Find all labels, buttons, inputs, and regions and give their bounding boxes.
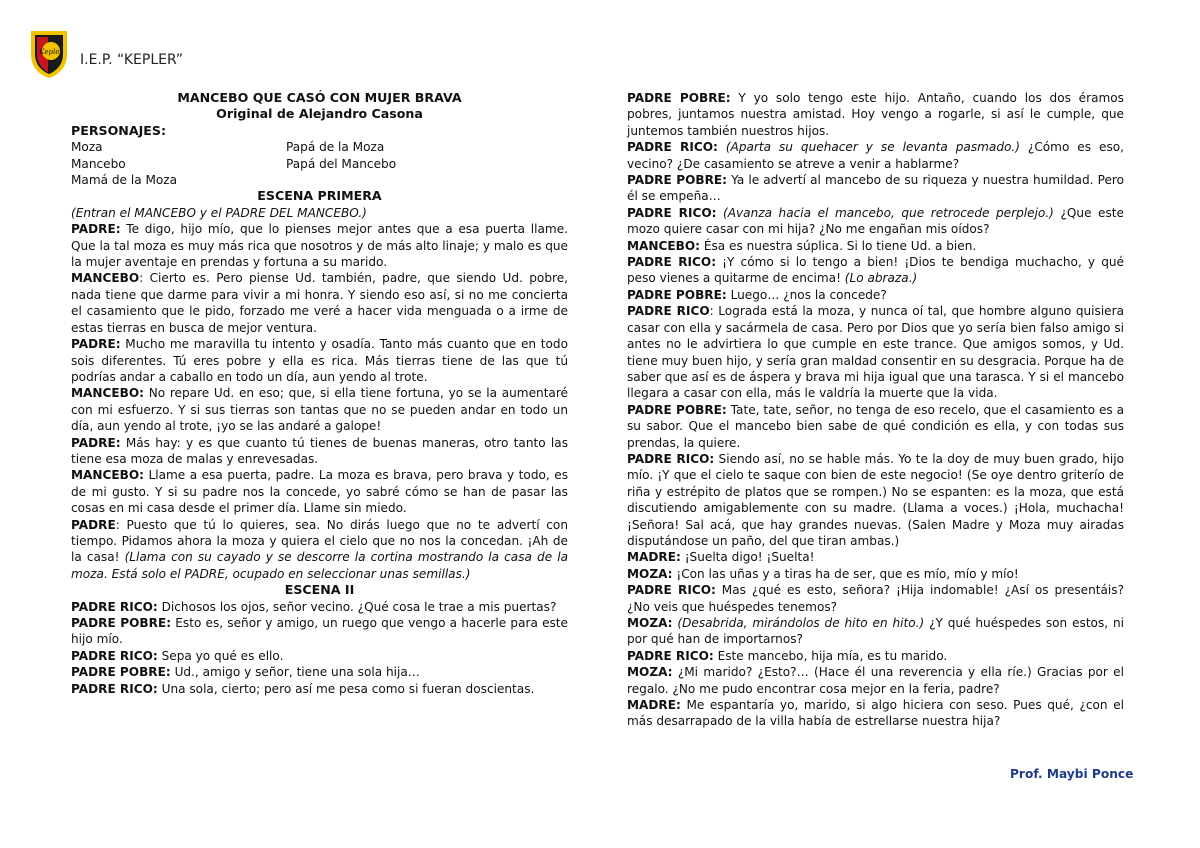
cast-item: Mancebo [71, 156, 126, 171]
dialogue-line [71, 221, 568, 270]
dialogue-text: Este mancebo, hija mía, es tu marido. [713, 648, 948, 663]
personajes-heading: PERSONAJES: [71, 122, 166, 138]
speaker-name: MANCEBO: [627, 238, 700, 253]
speaker-name: PADRE RICO: [627, 583, 716, 598]
speaker-name: PADRE: [71, 435, 121, 450]
cast-item: Mamá de la Moza [71, 173, 178, 188]
cast-list [71, 139, 568, 188]
dialogue-line [627, 139, 1124, 172]
speaker-name: MOZA: [627, 616, 673, 630]
speaker-name: MANCEBO [71, 271, 140, 286]
right-dialogue [627, 90, 1124, 730]
dialogue-text: ¡Con las uñas y a tiras ha de ser, que es mío, mío y mío! [672, 566, 1019, 581]
speaker-name: PADRE RICO: [71, 599, 158, 614]
dialogue-text: Dichosos los ojos, señor vecino. ¿Qué cosa le trae a mis puertas? [157, 599, 557, 614]
dialogue-text: Más hay: y es que cuanto tú tienes de buenas maneras, otro tanto las tiene esa moza de malas y enrevesadas. [71, 435, 568, 466]
school-logo-icon [27, 28, 71, 80]
dialogue-text: ¿Mi marido? ¿Esto?… (Hace él una reverencia y ella ríe.) Gracias por el regalo. ¿No me pudo encontrar cosa mejor en la feria, padre? [627, 665, 1124, 696]
dialogue-text: Luego… ¿nos la concede? [726, 287, 887, 302]
cast-item: Moza [71, 140, 103, 155]
dialogue-text: Tate, tate, señor, no tenga de eso recelo, que el casamiento es a su sabor. Que el mancebo bien sabe de qué condición es ella, y con todas sus prendas, la quiere. [627, 402, 1124, 450]
speaker-name: PADRE POBRE: [627, 91, 731, 105]
dialogue-text: ¿Cómo es eso, vecino? ¿De casamiento se atreve a venir a hablarme? [627, 140, 1124, 171]
left-dialogue [71, 205, 568, 697]
dialogue-text: : Puesto que tú lo quieres, sea. No dirás luego que no te advertí con tiempo. Pidamos ahora la moza y quiera el cielo que no nos la concedan. ¡Ah de la casa! [71, 517, 568, 565]
stage-direction: (Lo abraza.) [844, 271, 918, 286]
dialogue-line [71, 467, 568, 516]
speaker-name: PADRE RICO: [71, 648, 158, 663]
dialogue-line [627, 90, 1124, 139]
dialogue-text: Mas ¿qué es esto, señora? ¡Hija indomable! ¿Así os presentáis? ¿No veis que huéspedes tenemos? [627, 583, 1124, 614]
dialogue-line [627, 254, 1124, 287]
dialogue-line [627, 549, 1124, 565]
dialogue-line [71, 435, 568, 468]
speaker-name: PADRE RICO: [627, 451, 715, 466]
speaker-name: MANCEBO: [71, 386, 144, 401]
dialogue-text [718, 140, 726, 154]
speaker-name: MOZA: [627, 566, 673, 581]
speaker-name: PADRE: [71, 337, 121, 352]
stage-direction: (Desabrida, mirándolos de hito en hito.) [677, 616, 925, 630]
dialogue-text: Y yo solo tengo este hijo. Antaño, cuando los dos éramos pobres, juntamos nuestra amistad. Hoy vengo a rogarle, si así le cumple, que juntemos también nuestros hijos. [627, 91, 1124, 138]
speaker-name: PADRE POBRE: [627, 402, 727, 417]
dialogue-text: Mucho me maravilla tu intento y osadía. Tanto más cuanto que en todo sois diferentes. Tú eres pobre y ella es rica. Más tierras tiene de las que tú podrías andar a caballo en todo un día, aun yendo al trote. [71, 337, 568, 384]
dialogue-line [627, 615, 1124, 648]
stage-direction: (Avanza hacia el mancebo, que retrocede perplejo.) [723, 205, 1054, 220]
dialogue-text: : Lograda está la moza, y nunca oí tal, que hombre alguno quisiera casar con ella y sacármela de casa. Pero por Dios que yo sería bien falso amigo si antes no le advirtiera lo que cumple en este trance. Que amigos somos, y Ud. tiene muy buen hijo, y sería gran maldad consentir en su desgracia. Porque ha de saber que así es de áspera y brava mi hija igual que una tarasca. Y si el mancebo llegara a casar con ella, más le valdría la muerte que la vida. [627, 304, 1125, 401]
speaker-name: PADRE POBRE: [71, 616, 172, 630]
dialogue-text: No repare Ud. en eso; que, si ella tiene fortuna, yo se la aumentaré con mi esfuerzo. Y si sus tierras son tantas que no se pueden andar en todo un día, aun yendo al trote, ¡yo se las andaré a galope! [71, 386, 568, 434]
dialogue-line [627, 451, 1124, 549]
dialogue-text: Una sola, cierto; pero así me pesa como si fueran doscientas. [157, 681, 535, 696]
dialogue-line [71, 615, 568, 648]
school-name: I.E.P. “KEPLER” [80, 52, 184, 68]
speaker-name: PADRE RICO: [627, 205, 717, 220]
speaker-name: PADRE [71, 517, 116, 532]
scene-heading: ESCENA II [284, 582, 355, 598]
dialogue-line [71, 205, 568, 221]
speaker-name: PADRE: [71, 222, 121, 237]
dialogue-text: Esto es, señor y amigo, un ruego que vengo a hacerle para este hijo mío. [71, 616, 568, 647]
dialogue-line [71, 681, 568, 697]
scene-heading: ESCENA PRIMERA [257, 188, 382, 204]
speaker-name: MADRE: [627, 550, 681, 565]
dialogue-text: Siendo así, no se hable más. Yo te la doy de muy buen grado, hijo mío. ¡Y que el cielo te saque con bien de este negocio! (Se oye dentro griterío de riña y estrépito de platos que se rompen.) No se espanten: es la moza, que está discutiendo amigablemente con su madre. (Llama a voces.) ¡Hola, muchacha! ¡Señora! Sal acá, que hay grandes nuevas. (Salen Madre y Moza muy airadas disputándose un paño, del que tiran ambas.) [627, 451, 1124, 548]
stage-direction: (Llama con su cayado y se descorre la cortina mostrando la casa de la moza. Está solo el PADRE, ocupado en seleccionar unas semillas.) [71, 550, 568, 581]
dialogue-line [71, 648, 568, 664]
dialogue-text: Te digo, hijo mío, que lo pienses mejor antes que a esa puerta llame. Que la tal moza es muy más rica que nosotros y de más alto linaje; y malo es que la mujer aventaje en prendas y fortuna a su marido. [71, 222, 568, 270]
author-credit: Prof. Maybi Ponce [1010, 767, 1134, 781]
play-title: MANCEBO QUE CASÓ CON MUJER BRAVA [177, 90, 462, 105]
speaker-name: PADRE POBRE: [71, 665, 171, 680]
cast-item: Papá de la Moza [286, 140, 385, 155]
cast-item: Papá del Mancebo [286, 156, 397, 171]
speaker-name: PADRE RICO: [71, 681, 158, 696]
dialogue-line [71, 270, 568, 336]
speaker-name: PADRE POBRE: [627, 173, 727, 188]
speaker-name: MOZA: [627, 665, 673, 680]
dialogue-line [71, 664, 568, 680]
speaker-name: PADRE RICO: [627, 140, 718, 155]
logo-text: Kepler [39, 48, 63, 56]
dialogue-text: Llame a esa puerta, padre. La moza es brava, pero brava y todo, es de mi gusto. Y si su padre nos la concede, yo sabré cómo se han de pasar las cosas en mi casa desde el primer día. Llame sin miedo. [71, 468, 568, 516]
speaker-name: PADRE RICO: [627, 648, 714, 663]
dialogue-text: ¡Suelta digo! ¡Suelta! [680, 550, 815, 565]
right-column [627, 90, 1124, 730]
dialogue-text: Ud., amigo y señor, tiene una sola hija… [170, 665, 420, 680]
dialogue-line [627, 303, 1124, 401]
dialogue-text: Me espantaría yo, marido, si algo hiciera con seso. Pues qué, ¿con el más desarrapado de la villa había de estrellarse nuestra hija? [627, 698, 1124, 729]
stage-direction: (Entran el MANCEBO y el PADRE DEL MANCEBO.) [71, 205, 367, 220]
dialogue-line [627, 566, 1124, 582]
dialogue-text: ¿Que este mozo quiere casar con mi hija? ¿No me engañan mis oídos? [627, 205, 1124, 237]
speaker-name: PADRE RICO [627, 304, 710, 319]
dialogue-line [627, 582, 1124, 615]
dialogue-line [627, 287, 1124, 303]
play-subtitle: Original de Alejandro Casona [216, 106, 423, 122]
dialogue-line [627, 402, 1124, 451]
stage-direction: (Aparta su quehacer y se levanta pasmado.) [725, 140, 1020, 155]
dialogue-line [71, 517, 568, 583]
speaker-name: PADRE RICO: [627, 255, 717, 270]
dialogue-line [627, 697, 1124, 730]
dialogue-text: ¿Y qué huéspedes son estos, ni por qué han de importarnos? [627, 616, 1124, 647]
dialogue-text: Sepa yo qué es ello. [157, 648, 284, 663]
dialogue-text: : Cierto es. Pero piense Ud. también, padre, que siendo Ud. pobre, nada tiene que darme para vivir a mi honra. Y siendo eso así, si no me concierta el casamiento que le pido, forzado me veré a hacer vida menguada o a irme de estas tierras en busca de mejor ventura. [71, 271, 568, 335]
dialogue-line [627, 648, 1124, 664]
dialogue-line [627, 664, 1124, 697]
dialogue-text: ¡Y cómo si lo tengo a bien! ¡Dios te bendiga muchacho, y qué peso vienes a quitarme de encima! [627, 255, 1124, 286]
dialogue-line [71, 336, 568, 385]
dialogue-line [627, 238, 1124, 254]
speaker-name: MADRE: [627, 698, 681, 713]
dialogue-line [627, 205, 1124, 238]
dialogue-line [71, 385, 568, 434]
left-column [71, 90, 568, 697]
dialogue-line [627, 172, 1124, 205]
speaker-name: PADRE POBRE: [627, 287, 727, 302]
dialogue-text: Ésa es nuestra súplica. Si lo tiene Ud. a bien. [700, 238, 977, 253]
speaker-name: MANCEBO: [71, 468, 144, 483]
dialogue-line [71, 599, 568, 615]
dialogue-text: Ya le advertí al mancebo de su riqueza y nuestra humildad. Pero él se empeña… [627, 173, 1124, 204]
